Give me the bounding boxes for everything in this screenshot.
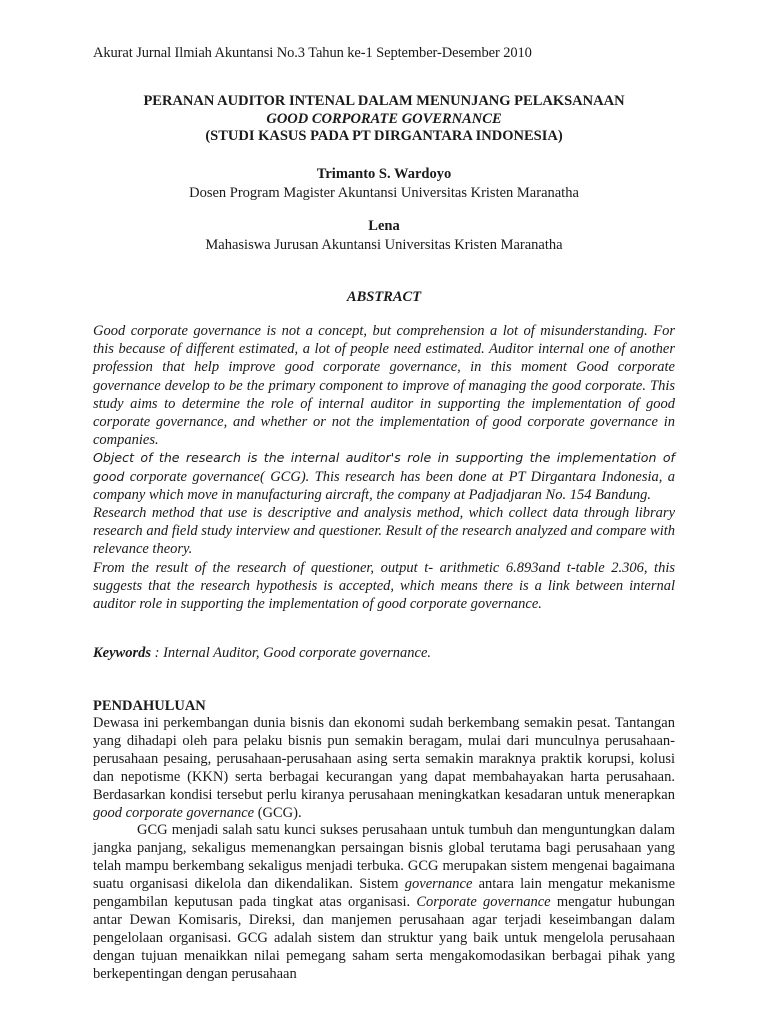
author-affiliation: Dosen Program Magister Akuntansi Universitas Kristen Maranatha [189,184,579,201]
abstract-sans-text: Object of the research is the internal auditor's role in supporting the implementation of good [93,450,675,484]
author-affiliation: Mahasiswa Jurusan Akuntansi Universitas Kristen Maranatha [205,236,563,253]
journal-header: Akurat Jurnal Ilmiah Akuntansi No.3 Tahun ke-1 September-Desember 2010 [93,45,532,61]
body-italic-text: governance [404,876,473,893]
keywords-text: : Internal Auditor, Good corporate governance. [151,645,432,661]
body-italic-text: good corporate governance [93,804,255,821]
keywords-label: Keywords [93,645,151,661]
body-paragraph [93,715,675,822]
keywords-line [93,645,675,662]
author-block-2 [0,217,768,254]
author-block-1 [0,165,768,202]
title-line-2: GOOD CORPORATE GOVERNANCE [266,110,502,127]
title-line-1: PERANAN AUDITOR INTENAL DALAM MENUNJANG PELAKSANAAN [143,93,625,109]
author-name: Lena [368,218,400,234]
body-italic-text: Corporate governance [416,894,551,911]
body-text: antara lain mengatur mekanisme pengambilan keputusan pada tingkat atas organisasi. [93,876,676,911]
section-heading: PENDAHULUAN [93,698,206,714]
paper-title [0,93,768,146]
body-text: mengatur hubungan antar Dewan Komisaris, Direksi, dan manjemen perusahaan agar terjadi keseimbangan dalam pengelolaan organisasi. GCG adalah sistem dan struktur yang baik untuk mengelola perusahaan dengan tujuan menaikkan nilai pemegang saham serta mengakomodasikan berbagai pihak yang berkepentingan dengan perusahaan [93,894,676,982]
abstract-paragraph: From the result of the research of questioner, output t- arithmetic 6.893and t-table 2.306, this suggests that the research hypothesis is accepted, which means there is a link between internal auditor role in supporting the implementation of good corporate governance. [93,559,675,613]
abstract-paragraph: Good corporate governance is not a concept, but comprehension a lot of misunderstanding. For this because of different estimated, a lot of people need estimated. Auditor internal one of another profession that help improve good corporate governance, in this moment Good corporate governance develop to be the primary component to improve of managing the good corporate. This study aims to determine the role of internal auditor in supporting the implementation of good corporate governance, and whether or not the implementation of good corporate governance in companies. [93,323,675,449]
introduction-section [93,697,675,984]
body-paragraph [93,822,675,983]
body-text: (GCG). [254,804,302,821]
body-text: Dewasa ini perkembangan dunia bisnis dan ekonomi sudah berkembang semakin pesat. Tantangan yang dihadapi oleh para pelaku bisnis pun semakin beragam, mulai dari munculnya perusahaan-perusahaan pesaing, perusahaan-perusahaan asing serta semakin maraknya praktik korupsi, kolusi dan nepotisme (KKN) serta berbagai kecurangan yang dapat membahayakan harta perusahaan. Berdasarkan kondisi tersebut perlu kiranya perusahaan meningkatkan kesadaran untuk menerapkan [93,715,675,803]
author-name: Trimanto S. Wardoyo [316,166,452,182]
abstract-paragraph: Research method that use is descriptive and analysis method, which collect data through library research and field study interview and questioner. Result of the research analyzed and compare with relevance theory. [93,505,675,558]
abstract-heading: ABSTRACT [346,289,422,305]
body-text: GCG menjadi salah satu kunci sukses perusahaan untuk tumbuh dan menguntungkan dalam jangka panjang, sekaligus memenangkan persaingan bisnis global terutama bagi perusahaan yang telah mampu berkembang sekaligus menjadi terbuka. GCG merupakan sistem mengenai bagaimana suatu organisasi dikelola dan dikendalikan. Sistem [93,822,675,893]
title-line-3: (STUDI KASUS PADA PT DIRGANTARA INDONESIA) [205,128,563,144]
abstract-body [93,322,675,613]
abstract-text: corporate governance( GCG). This research has been done at PT Dirgantara Indonesia, a company which move in manufacturing aircraft, the company at Padjadjaran No. 154 Bandung. [93,468,675,503]
abstract-paragraph [93,449,675,504]
